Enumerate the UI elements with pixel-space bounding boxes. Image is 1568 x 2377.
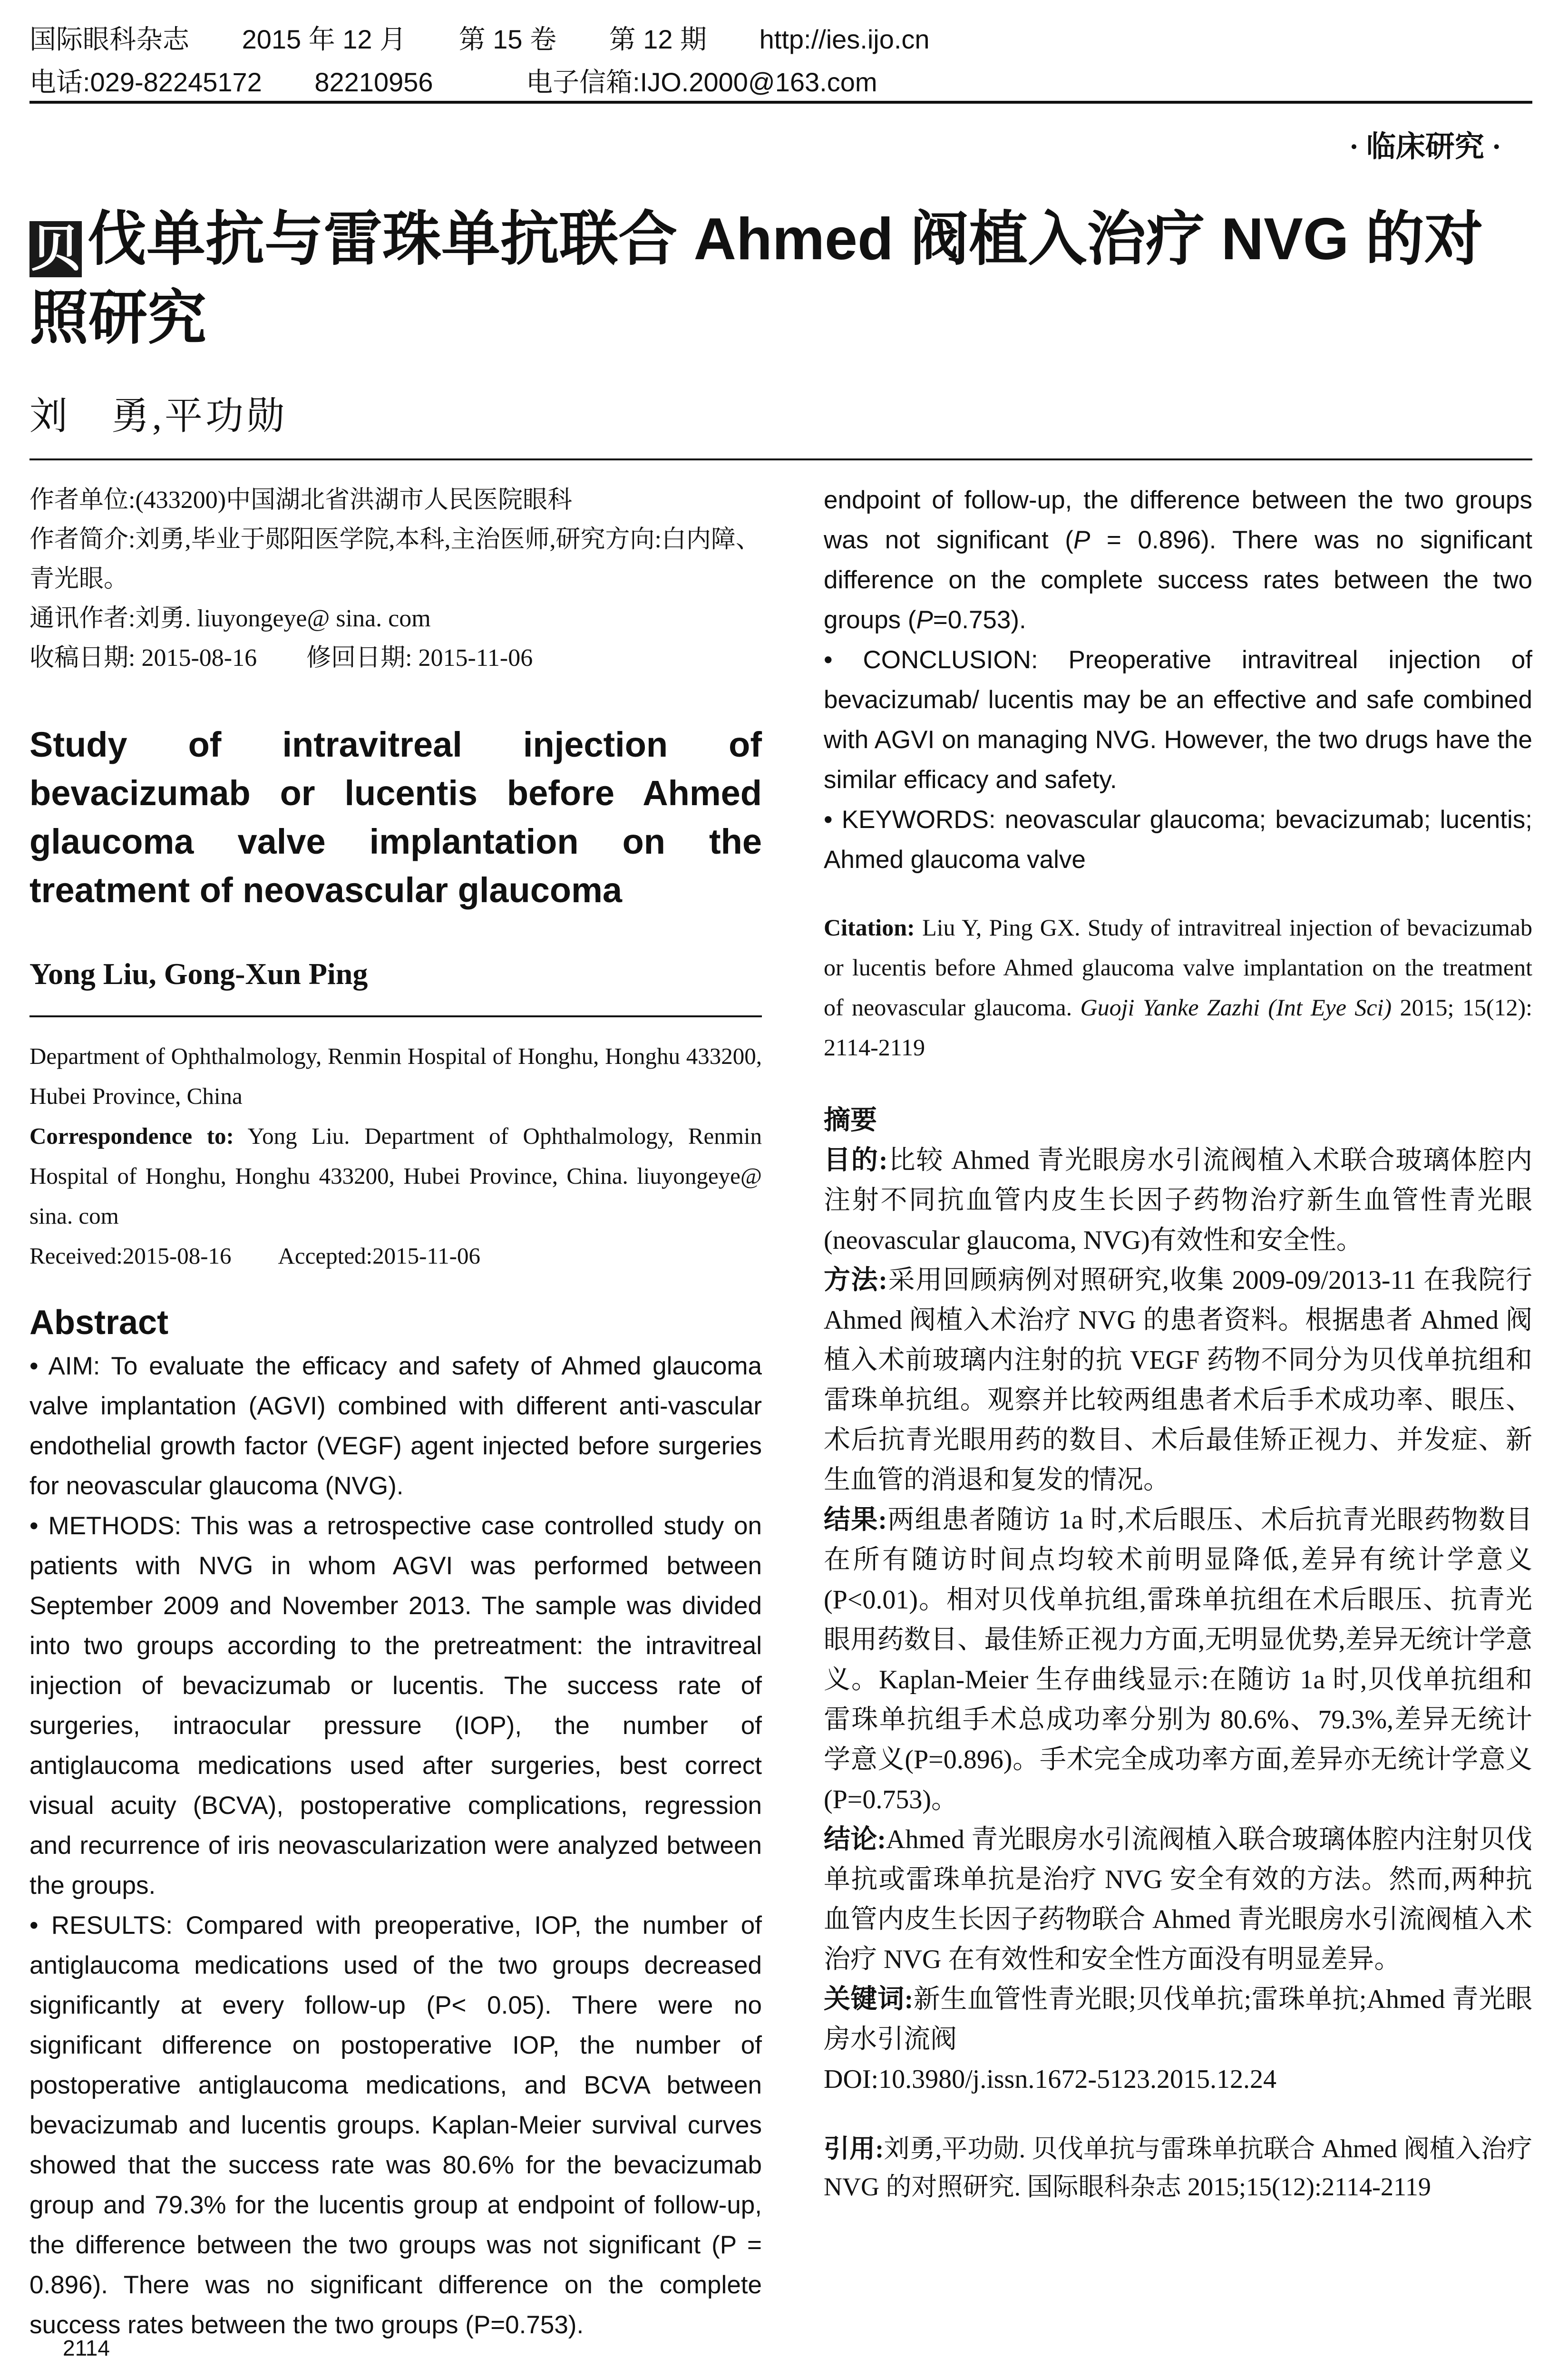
citation-tail: 2015; 15(12): 2114-2119 (824, 994, 1533, 1061)
phone: 电话:029-82245172 (29, 67, 262, 97)
abstract-heading: Abstract (29, 1304, 169, 1342)
methods-label: 方法: (824, 1266, 887, 1295)
citation-journal: Guoji Yanke Zazhi (Int Eye Sci) (1080, 994, 1392, 1021)
journal-name: 国际眼科杂志 (29, 24, 189, 54)
correspondence-label: Correspondence to: (29, 1123, 234, 1149)
abstract-conclusion: • CONCLUSION: Preoperative intravitreal injection of bevacizumab/ lucentis may be an effective and safe combined with AGVI on managing NVG. However, the two drugs have the similar efficacy and safety. (824, 640, 1532, 800)
citation-label: Citation: (824, 914, 915, 941)
title-initial: 贝 (29, 221, 82, 277)
issue-number: 第 12 期 (609, 24, 707, 54)
aim-text: 比较 Ahmed 青光眼房水引流阀植入术联合玻璃体腔内注射不同抗血管内皮生长因子药物治疗新生血管性青光眼(neovascular glaucoma, NVG)有效性和安全性。 (824, 1146, 1532, 1255)
citation-cn-label: 引用: (824, 2134, 884, 2163)
header-line-1 (29, 18, 1532, 61)
doi[interactable]: DOI:10.3980/j.issn.1672-5123.2015.12.24 (824, 2065, 1276, 2094)
left-column (29, 480, 762, 2339)
email: 电子信箱:IJO.2000@163.com (526, 67, 877, 97)
author-rule (29, 1015, 762, 1017)
citation-en (824, 907, 1532, 1067)
phone-2: 82210956 (314, 67, 433, 97)
right-column (824, 480, 1532, 2206)
aim-label: 目的: (824, 1146, 888, 1175)
abstract-cn-aim (824, 1140, 1532, 1260)
received-dates: 收稿日期: 2015-08-16 修回日期: 2015-11-06 (29, 644, 533, 672)
abstract-continued (824, 480, 1532, 880)
authors-cn: 刘 勇,平功勋 (29, 396, 287, 438)
affiliation-cn (29, 480, 762, 678)
abstract-cn-heading: 摘要 (824, 1106, 877, 1135)
english-affiliation (29, 1036, 762, 1276)
keywords-label: 关键词: (824, 1985, 914, 2014)
conclusion-label: 结论: (824, 1825, 886, 1854)
abstract-cn-methods (824, 1260, 1532, 1500)
correspondence (29, 1116, 762, 1236)
english-title: Study of intravitreal injection of bevacizumab or lucentis before Ahmed glaucoma valve implantation on the treatment of neovascular glaucoma (29, 725, 762, 910)
correspondence-text: Yong Liu. Department of Ophthalmology, Renmin Hospital of Honghu, Honghu 433200, Hubei Province, China. liuyongeye@ sina. com (29, 1123, 762, 1229)
title-rule (29, 458, 1532, 460)
affiliation-unit: 作者单位:(433200)中国湖北省洪湖市人民医院眼科 (29, 487, 573, 514)
author-bio: 作者简介:刘勇,毕业于郧阳医学院,本科,主治医师,研究方向:白内障、青光眼。 (29, 526, 760, 593)
english-authors: Yong Liu, Gong-Xun Ping (29, 957, 368, 991)
running-header (29, 18, 1532, 104)
header-rule (29, 101, 1532, 104)
keywords-text: 新生血管性青光眼;贝伐单抗;雷珠单抗;Ahmed 青光眼房水引流阀 (824, 1985, 1532, 2054)
abstract-cn-results (824, 1500, 1532, 1820)
citation-cn (824, 2130, 1532, 2206)
citation-text: Liu Y, Ping GX. Study of intravitreal injection of bevacizumab or lucentis before Ahmed glaucoma valve implantation on the treatment of neovascular glaucoma. (824, 914, 1532, 1021)
methods-text: 采用回顾病例对照研究,收集 2009-09/2013-11 在我院行 Ahmed 阀植入术治疗 NVG 的患者资料。根据患者 Ahmed 阀植入术前玻璃内注射的抗 VEGF 药物不同分为贝伐单抗组和雷珠单抗组。观察并比较两组患者术后手术成功率、眼压、术后抗青光眼用药的数目、术后最佳矫正视力、并发症、新生血管的消退和复发的情况。 (824, 1266, 1533, 1495)
received-accepted: Received:2015-08-16 Accepted:2015-11-06 (29, 1243, 480, 1269)
abstract-results: • RESULTS: Compared with preoperative, IOP, the number of antiglaucoma medications used of the two groups decreased significantly at every follow-up (P< 0.05). There were no significant difference on postoperative IOP, the number of postoperative antiglaucoma medications, and BCVA between bevacizumab and lucentis groups. Kaplan-Meier survival curves showed that the success rate was 80.6% for the bevacizumab group and 79.3% for the lucentis group at endpoint of follow-up, the difference between the two groups was not significant (P = 0.896). There was no significant difference on the complete success rates between the two groups (P=0.753). (29, 1906, 762, 2225)
header-line-2 (29, 61, 1532, 104)
abstract-body (29, 1346, 762, 2339)
results-text: 两组患者随访 1a 时,术后眼压、术后抗青光眼药物数目在所有随访时间点均较术前明显降低,差异有统计学意义(P<0.01)。相对贝伐单抗组,雷珠单抗组在术后眼压、抗青光眼用药数目、最佳矫正视力方面,无明显优势,差异无统计学意义。Kaplan-Meier 生存曲线显示:在随访 1a 时,贝伐单抗组和雷珠单抗组手术总成功率分别为 80.6%、79.3%,差异无统计学意义(P=0.896)。手术完全成功率方面,差异亦无统计学意义(P=0.753)。 (824, 1505, 1533, 1814)
abstract-methods: • METHODS: This was a retrospective case controlled study on patients with NVG in whom AGVI was performed between September 2009 and November 2013. The sample was divided into two groups according to the pretreatment: the intravitreal injection of bevacizumab or lucentis. The success rate of surgeries, intraocular pressure (IOP), the number of antiglaucoma medications used after surgeries, best correct visual acuity (BCVA), postoperative complications, regression and recurrence of iris neovascularization were analyzed between the groups. (29, 1506, 762, 1906)
abstract-cn-keywords (824, 1979, 1532, 2059)
conclusion-text: Ahmed 青光眼房水引流阀植入联合玻璃体腔内注射贝伐单抗或雷珠单抗是治疗 NVG 安全有效的方法。然而,两种抗血管内皮生长因子药物联合 Ahmed 青光眼房水引流阀植入术治疗 NVG 在有效性和安全性方面没有明显差异。 (824, 1825, 1532, 1974)
volume: 第 15 卷 (458, 24, 557, 54)
title-text: 伐单抗与雷珠单抗联合 Ahmed 阀植入治疗 NVG 的对照研究 (29, 206, 1483, 351)
abstract-results-continued: endpoint of follow-up, the difference between the two groups was not significant (P = 0.896). There was no significant difference on the complete success rates between the two groups (P=0.753). (824, 486, 1532, 634)
abstract-cn-conclusion (824, 1820, 1532, 1979)
department: Department of Ophthalmology, Renmin Hospital of Honghu, Honghu 433200, Hubei Province, China (29, 1043, 762, 1109)
abstract-keywords: • KEYWORDS: neovascular glaucoma; bevacizumab; lucentis; Ahmed glaucoma valve (824, 800, 1532, 880)
issue-date: 2015 年 12 月 (242, 24, 407, 54)
page-number: 2114 (63, 2336, 110, 2360)
abstract-aim: • AIM: To evaluate the efficacy and safety of Ahmed glaucoma valve implantation (AGVI) combined with different anti-vascular endothelial growth factor (VEGF) agent injected before surgeries for neovascular glaucoma (NVG). (29, 1346, 762, 1506)
corresponding-author: 通讯作者:刘勇. liuyongeye@ sina. com (29, 605, 431, 632)
journal-url[interactable]: http://ies.ijo.cn (759, 24, 930, 54)
section-tag: · 临床研究 · (1349, 131, 1501, 163)
citation-cn-text: 刘勇,平功勋. 贝伐单抗与雷珠单抗联合 Ahmed 阀植入治疗 NVG 的对照研究. 国际眼科杂志 2015;15(12):2114-2119 (824, 2134, 1532, 2201)
results-label: 结果: (824, 1505, 887, 1535)
article-title (29, 200, 1537, 358)
